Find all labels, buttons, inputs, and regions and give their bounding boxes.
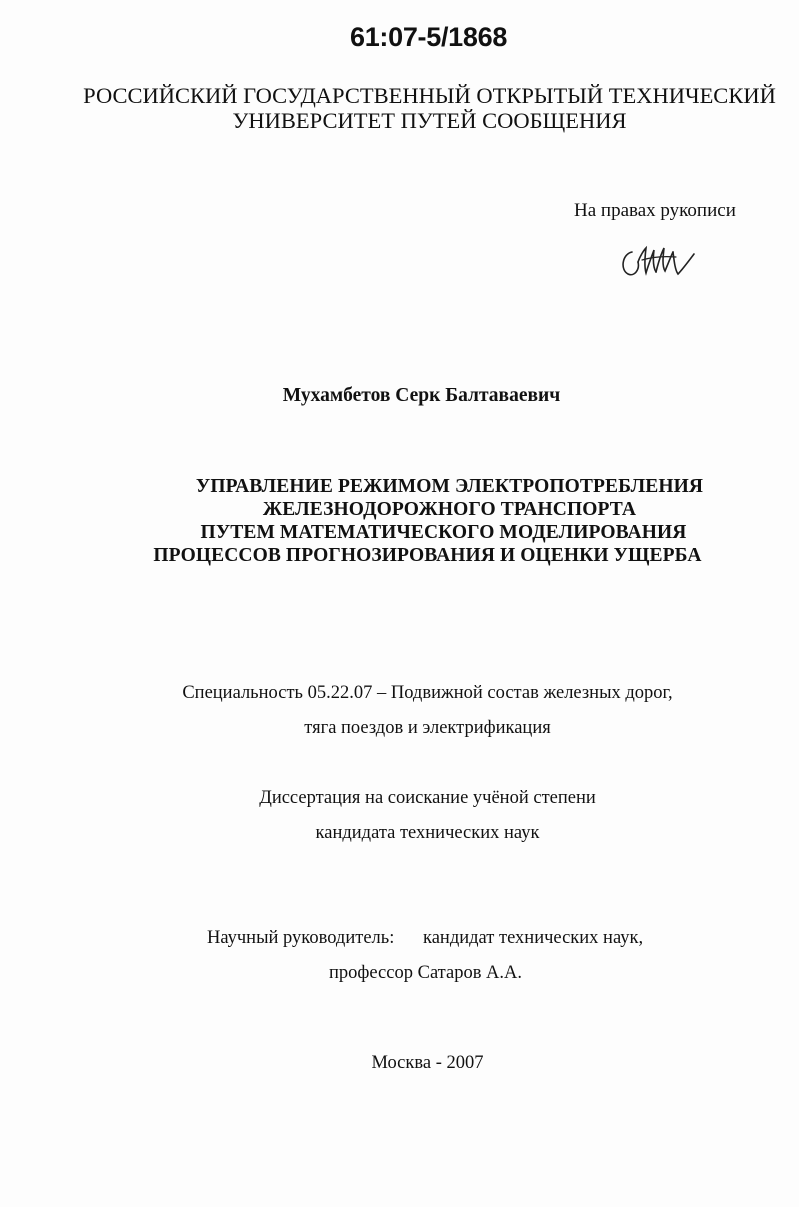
specialty-line-1: Специальность 05.22.07 – Подвижной состав железных дорог,: [182, 683, 673, 703]
dissertation-title-line: ПРОЦЕССОВ ПРОГНОЗИРОВАНИЯ И ОЦЕНКИ УЩЕРБА: [153, 545, 702, 566]
supervisor-name: профессор Сатаров А.А.: [329, 963, 523, 983]
degree-line-2: кандидата технических наук: [315, 823, 540, 843]
university-name-line-1: РОССИЙСКИЙ ГОСУДАРСТВЕННЫЙ ОТКРЫТЫЙ ТЕХНИЧЕСКИЙ: [83, 83, 776, 108]
catalog-number: 61:07-5/1868: [350, 22, 508, 52]
place-and-year: Москва - 2007: [371, 1053, 484, 1073]
degree-line-1: Диссертация на соискание учёной степени: [259, 788, 596, 808]
university-name-line-2: УНИВЕРСИТЕТ ПУТЕЙ СООБЩЕНИЯ: [232, 108, 627, 133]
dissertation-title-line: УПРАВЛЕНИЕ РЕЖИМОМ ЭЛЕКТРОПОТРЕБЛЕНИЯ: [195, 476, 704, 497]
specialty-line-2: тяга поездов и электрификация: [304, 718, 551, 738]
supervisor-label: Научный руководитель:: [207, 928, 395, 948]
supervisor-title: кандидат технических наук,: [423, 928, 644, 948]
dissertation-title-line: ЖЕЛЕЗНОДОРОЖНОГО ТРАНСПОРТА: [262, 499, 637, 520]
manuscript-note: На правах рукописи: [574, 200, 736, 221]
author-name: Мухамбетов Серк Балтаваевич: [282, 385, 561, 406]
dissertation-title-line: ПУТЕМ МАТЕМАТИЧЕСКОГО МОДЕЛИРОВАНИЯ: [200, 522, 687, 543]
handwritten-signature: [618, 240, 698, 284]
